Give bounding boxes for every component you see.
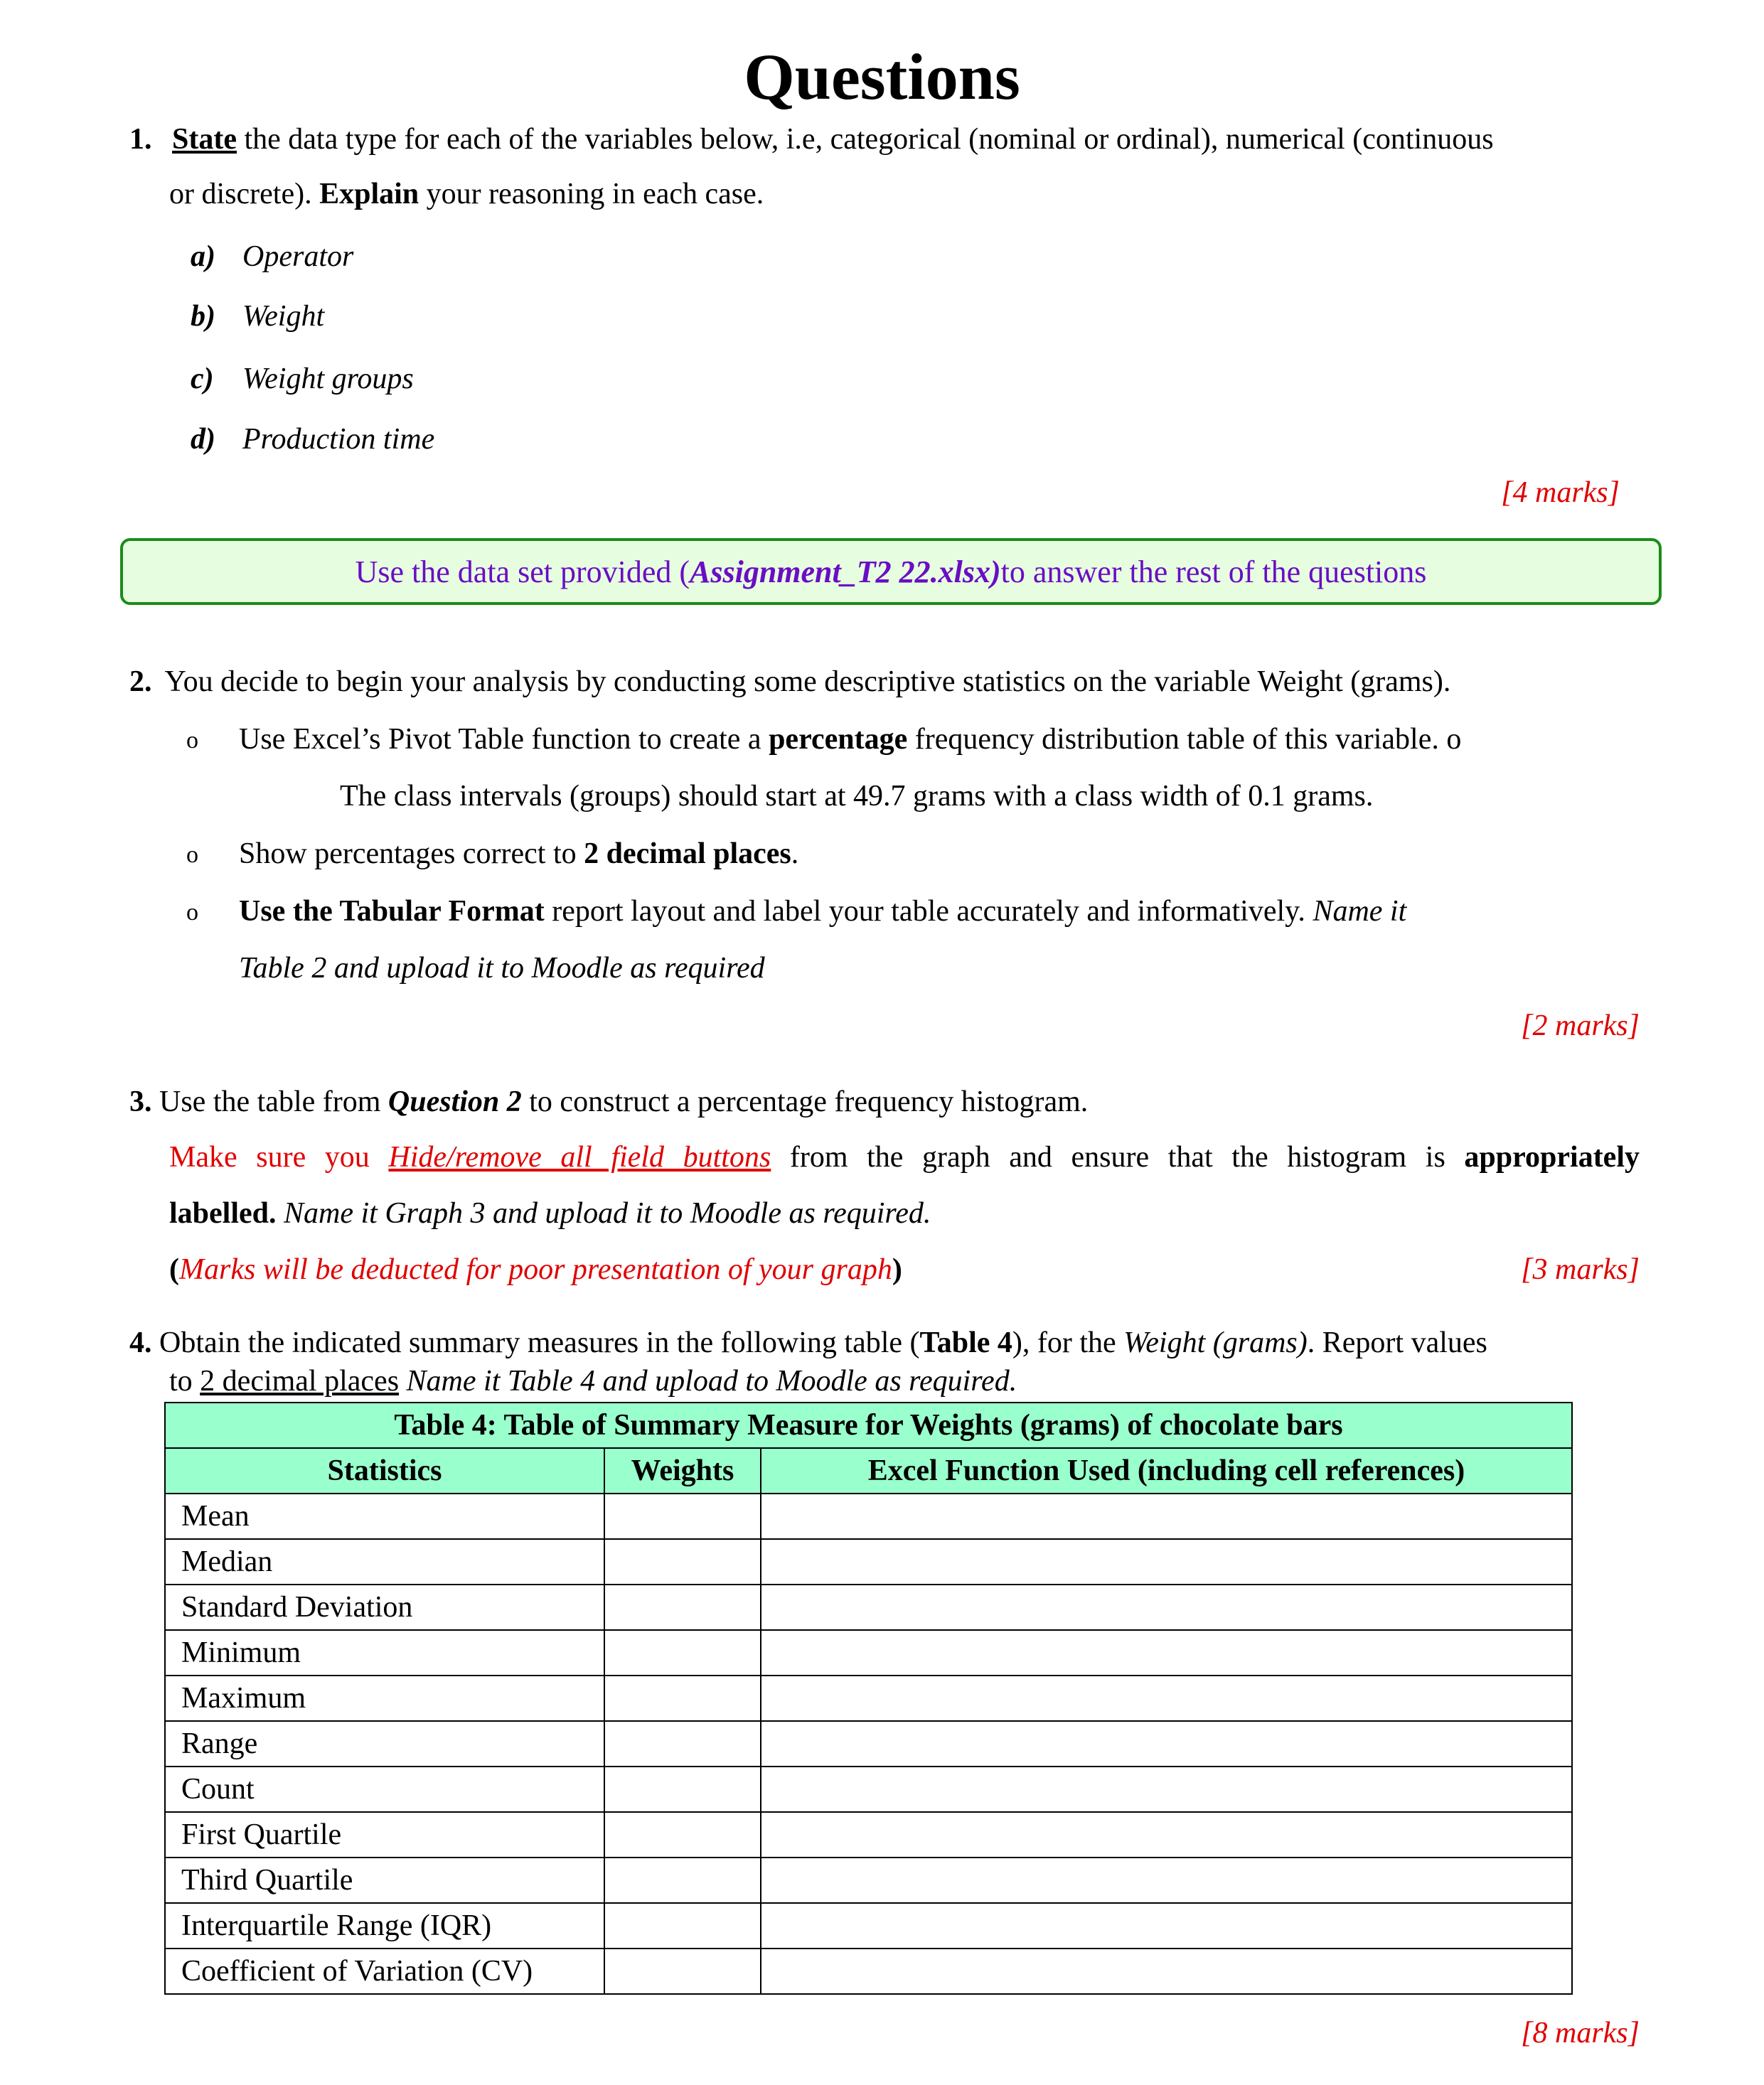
bullet-icon: o: [186, 842, 198, 868]
excel-function-cell[interactable]: [761, 1812, 1572, 1858]
item-text: Weight: [242, 300, 325, 333]
table-row: [165, 1585, 1572, 1630]
question-1-line-1: [129, 124, 1494, 154]
q4-marks: [8 marks]: [1521, 2017, 1640, 2049]
question-3-line-1: [129, 1087, 1088, 1117]
table-row: [165, 1767, 1572, 1812]
weights-cell[interactable]: [604, 1767, 761, 1812]
summary-measures-table: [164, 1402, 1573, 1995]
q2-bullet-1: [239, 724, 1461, 754]
excel-function-cell[interactable]: [761, 1903, 1572, 1949]
q1-text: your reasoning in each case.: [419, 178, 764, 210]
q2-marks: [2 marks]: [1521, 1009, 1640, 1042]
statistic-label: First Quartile: [165, 1812, 604, 1858]
item-letter: b): [191, 300, 215, 333]
excel-function-cell[interactable]: [761, 1676, 1572, 1721]
item-text: Production time: [242, 423, 435, 456]
q1-item-a: [191, 240, 354, 273]
q3-deduction-note: Marks will be deducted for poor presentation of your graph: [179, 1253, 892, 1286]
excel-function-cell[interactable]: [761, 1585, 1572, 1630]
statistic-label: Median: [165, 1539, 604, 1585]
paren: ): [892, 1253, 902, 1286]
hide-field-buttons-text: Hide/remove all field buttons: [388, 1141, 771, 1174]
q2-text: Name it: [1313, 895, 1407, 928]
bullet-icon: o: [186, 727, 198, 754]
table-row: [165, 1721, 1572, 1767]
q1-marks: [4 marks]: [1501, 476, 1620, 509]
question-number: 1.: [129, 123, 152, 156]
excel-function-cell[interactable]: [761, 1949, 1572, 1994]
decimal-places-text: 2 decimal places: [200, 1365, 400, 1398]
statistic-label: Standard Deviation: [165, 1585, 604, 1630]
question-number: 4.: [129, 1326, 152, 1359]
q4-text: ), for the: [1012, 1326, 1124, 1359]
weights-cell[interactable]: [604, 1539, 761, 1585]
q2-bullet-3-line-2: Table 2 and upload it to Moodle as required: [239, 952, 765, 985]
q2-bullet-1-line-2: The class intervals (groups) should start at 49.7 grams with a class width of 0.1 grams.: [340, 780, 1374, 813]
percentage-keyword: percentage: [769, 723, 908, 756]
question-number: 3.: [129, 1086, 152, 1118]
decimal-keyword: 2 decimal places: [584, 837, 791, 870]
q2-text: .: [791, 837, 799, 870]
statistic-label: Count: [165, 1767, 604, 1812]
q4-text: . Report values: [1307, 1326, 1487, 1359]
excel-function-cell[interactable]: [761, 1630, 1572, 1676]
q3-text: Name it Graph 3 and upload it to Moodle as required.: [276, 1197, 931, 1230]
statistic-label: Maximum: [165, 1676, 604, 1721]
bullet-icon: o: [186, 899, 198, 926]
table-row: [165, 1676, 1572, 1721]
question-4-line-1: [129, 1328, 1487, 1358]
table-row: [165, 1903, 1572, 1949]
dataset-filename: Assignment_T2 22.xlsx): [690, 554, 1001, 589]
q3-marks: [3 marks]: [1521, 1253, 1640, 1286]
q2-bullet-3: [239, 896, 1406, 926]
tabular-keyword: Use the Tabular Format: [239, 895, 545, 928]
table-row: [165, 1494, 1572, 1539]
excel-function-cell[interactable]: [761, 1767, 1572, 1812]
question-2-intro: [129, 667, 1450, 697]
q1-text: the data type for each of the variables below, i.e, categorical (nominal or ordinal), numerical (continuous: [236, 123, 1494, 156]
notice-text: to answer the rest of the questions: [1000, 554, 1427, 589]
explain-keyword: Explain: [319, 178, 419, 210]
q3-bold: labelled.: [169, 1197, 277, 1230]
weights-cell[interactable]: [604, 1676, 761, 1721]
excel-function-cell[interactable]: [761, 1494, 1572, 1539]
q2-text: report layout and label your table accurately and informatively.: [544, 895, 1313, 928]
question-number: 2.: [129, 665, 152, 698]
item-letter: a): [191, 240, 215, 273]
item-letter: d): [191, 423, 215, 456]
statistic-label: Minimum: [165, 1630, 604, 1676]
q4-text: to: [169, 1365, 201, 1398]
table-row: [165, 1630, 1572, 1676]
question-3-line-4: [169, 1255, 902, 1285]
q1-item-c: [191, 363, 414, 395]
q4-text: Name it Table 4 and upload to Moodle as required.: [399, 1365, 1017, 1398]
column-header-statistics: Statistics: [165, 1448, 604, 1494]
q2-text: Use Excel’s Pivot Table function to create a: [239, 723, 769, 756]
item-text: Weight groups: [242, 363, 414, 395]
question-3-line-3: [169, 1199, 931, 1228]
page-title: Questions: [744, 41, 1020, 113]
table-reference: Table 4: [919, 1326, 1012, 1359]
weights-cell[interactable]: [604, 1585, 761, 1630]
q3-bold: appropriately: [1464, 1141, 1640, 1174]
notice-text: Use the data set provided (: [355, 554, 690, 589]
weights-cell[interactable]: [604, 1858, 761, 1903]
state-keyword: State: [172, 123, 237, 156]
excel-function-cell[interactable]: [761, 1539, 1572, 1585]
q1-text: or discrete).: [169, 178, 320, 210]
statistic-label: Mean: [165, 1494, 604, 1539]
q3-text: to construct a percentage frequency histogram.: [521, 1086, 1089, 1118]
question-3-line-2: [169, 1142, 1640, 1172]
dataset-notice: [120, 538, 1662, 605]
q1-item-d: [191, 423, 435, 456]
statistic-label: Interquartile Range (IQR): [165, 1903, 604, 1949]
excel-function-cell[interactable]: [761, 1858, 1572, 1903]
q3-text: Use the table from: [151, 1086, 388, 1118]
q2-text: frequency distribution table of this variable. o: [907, 723, 1462, 756]
statistic-label: Third Quartile: [165, 1858, 604, 1903]
weights-cell[interactable]: [604, 1721, 761, 1767]
q2-text: Show percentages correct to: [239, 837, 584, 870]
weights-cell[interactable]: [604, 1949, 761, 1994]
variable-name: Weight (grams): [1123, 1326, 1308, 1359]
column-header-excel-function: Excel Function Used (including cell references): [761, 1448, 1572, 1494]
weights-cell[interactable]: [604, 1903, 761, 1949]
paren: (: [169, 1253, 179, 1286]
column-header-weights: Weights: [604, 1448, 761, 1494]
q4-text: Obtain the indicated summary measures in the following table (: [151, 1326, 920, 1359]
table-row: [165, 1539, 1572, 1585]
table-caption: Table 4: Table of Summary Measure for Weights (grams) of chocolate bars: [165, 1403, 1572, 1448]
question-reference: Question 2: [387, 1086, 522, 1118]
weights-cell[interactable]: [604, 1812, 761, 1858]
table-row: [165, 1949, 1572, 1994]
table-row: [165, 1858, 1572, 1903]
statistic-label: Range: [165, 1721, 604, 1767]
q3-warning: Make sure you: [169, 1141, 389, 1174]
statistic-label: Coefficient of Variation (CV): [165, 1949, 604, 1994]
item-letter: c): [191, 363, 214, 395]
table-row: [165, 1812, 1572, 1858]
weights-cell[interactable]: [604, 1494, 761, 1539]
q2-text: You decide to begin your analysis by conducting some descriptive statistics on the variable Weight (grams).: [164, 665, 1451, 698]
q3-text: from the graph and ensure that the histogram is: [771, 1141, 1465, 1174]
question-1-line-2: [169, 179, 764, 209]
item-text: Operator: [242, 240, 354, 273]
question-4-line-2: [169, 1366, 1017, 1396]
q1-item-b: [191, 300, 325, 333]
weights-cell[interactable]: [604, 1630, 761, 1676]
excel-function-cell[interactable]: [761, 1721, 1572, 1767]
q2-bullet-2: [239, 839, 798, 869]
